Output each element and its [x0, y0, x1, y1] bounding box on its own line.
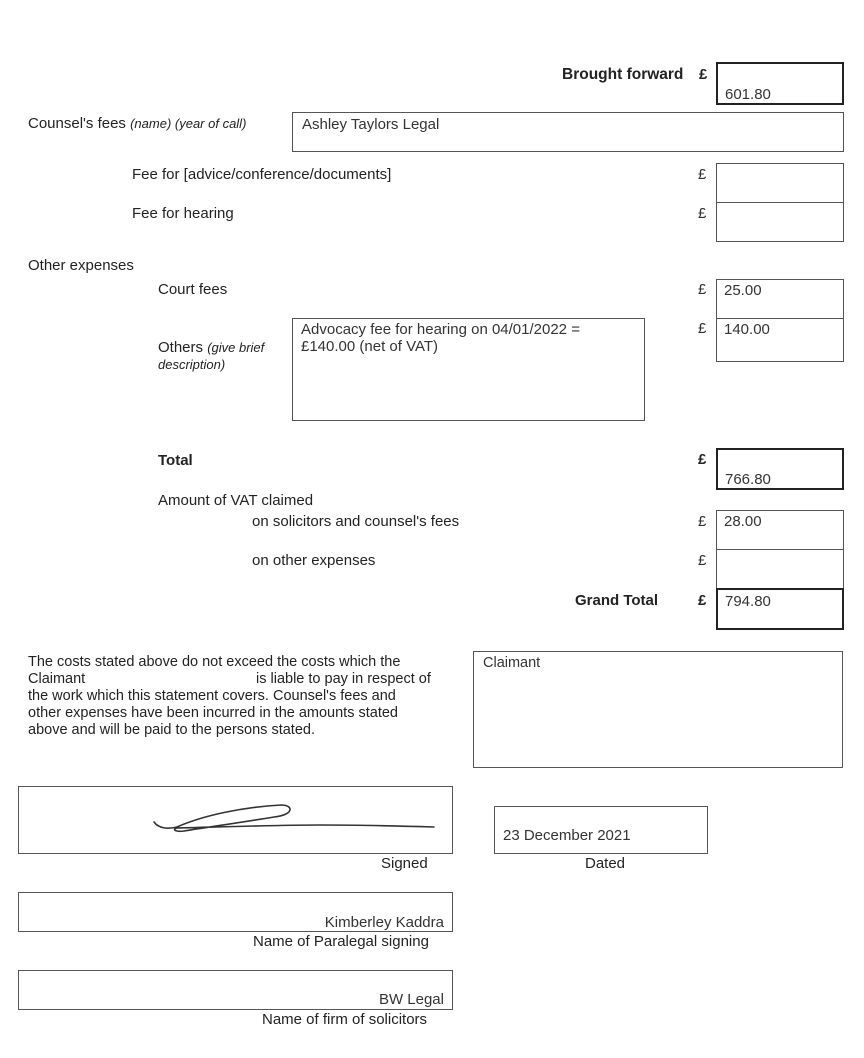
- vat-label: Amount of VAT claimed: [158, 492, 314, 509]
- court-fees-value: 25.00: [724, 282, 762, 299]
- grand-total-label: Grand Total: [575, 592, 659, 609]
- fee-advice-currency: £: [698, 166, 707, 183]
- date-value: 23 December 2021: [503, 827, 631, 844]
- others-hint-2: description): [158, 357, 226, 372]
- statement-text: [28, 654, 458, 739]
- vat-solicitors-currency: £: [698, 513, 707, 530]
- brought-forward-currency: £: [699, 66, 708, 83]
- statement-line-2-rest: is liable to pay in respect of: [256, 671, 431, 687]
- others-description-line2: £140.00 (net of VAT): [301, 338, 439, 355]
- counsel-fees-hint: (name) (year of call): [130, 116, 247, 131]
- counsel-name-value: Ashley Taylors Legal: [302, 116, 440, 133]
- court-fees-label: Court fees: [158, 281, 228, 298]
- grand-total-value: 794.80: [725, 593, 771, 610]
- total-currency: £: [698, 451, 707, 468]
- firm-name-value: BW Legal: [378, 991, 444, 1008]
- brought-forward-value: 601.80: [725, 86, 771, 103]
- others-label: [158, 339, 264, 373]
- signature-icon: [19, 787, 454, 855]
- court-fees-currency: £: [698, 281, 707, 298]
- others-currency: £: [698, 320, 707, 337]
- vat-other-field[interactable]: [716, 549, 844, 589]
- others-amount-value: 140.00: [724, 321, 770, 338]
- dated-label: Dated: [585, 855, 626, 872]
- others-text: Others: [158, 339, 204, 356]
- vat-solicitors-field[interactable]: [716, 510, 844, 550]
- statement-line-3: the work which this statement covers. Counsel's fees and: [28, 688, 396, 704]
- vat-other-currency: £: [698, 552, 707, 569]
- paralegal-label: Name of Paralegal signing: [253, 933, 429, 950]
- date-field[interactable]: [494, 806, 708, 854]
- firm-label: Name of firm of solicitors: [262, 1011, 428, 1028]
- fee-advice-field[interactable]: [716, 163, 844, 203]
- statement-line-5: above and will be paid to the persons stated.: [28, 722, 315, 738]
- vat-solicitors-label: on solicitors and counsel's fees: [252, 513, 460, 530]
- others-hint-1: (give brief: [207, 340, 265, 355]
- signed-label: Signed: [381, 855, 428, 872]
- counsel-fees-text: Counsel's fees: [28, 115, 126, 132]
- court-fees-field[interactable]: [716, 279, 844, 319]
- fee-advice-label: Fee for [advice/conference/documents]: [132, 166, 392, 183]
- total-field[interactable]: [716, 448, 844, 490]
- vat-solicitors-value: 28.00: [724, 513, 762, 530]
- statement-line-4: other expenses have been incurred in the amounts stated: [28, 705, 398, 721]
- statement-line-2: [28, 671, 458, 688]
- grand-total-field[interactable]: [716, 588, 844, 630]
- signature-field[interactable]: [18, 786, 453, 854]
- fee-hearing-label: Fee for hearing: [132, 205, 234, 222]
- statement-party: Claimant: [28, 671, 86, 687]
- vat-other-label: on other expenses: [252, 552, 376, 569]
- brought-forward-label: Brought forward: [562, 66, 684, 83]
- brought-forward-field[interactable]: [716, 62, 844, 105]
- others-amount-field[interactable]: [716, 318, 844, 362]
- statement-line-1: The costs stated above do not exceed the costs which the: [28, 654, 401, 670]
- party-field[interactable]: [473, 651, 843, 768]
- fee-hearing-currency: £: [698, 205, 707, 222]
- total-value: 766.80: [725, 471, 771, 488]
- paralegal-name-field[interactable]: [18, 892, 453, 932]
- paralegal-name-value: Kimberley Kaddra: [324, 914, 444, 931]
- party-value: Claimant: [483, 655, 541, 671]
- others-description-field[interactable]: [292, 318, 645, 421]
- fee-hearing-field[interactable]: [716, 202, 844, 242]
- others-description-line1: Advocacy fee for hearing on 04/01/2022 =: [301, 321, 580, 338]
- firm-name-field[interactable]: [18, 970, 453, 1010]
- counsel-name-field[interactable]: [292, 112, 844, 152]
- other-expenses-label: Other expenses: [28, 257, 134, 274]
- counsel-fees-label: [28, 115, 246, 132]
- total-label: Total: [158, 452, 193, 469]
- grand-total-currency: £: [698, 592, 707, 609]
